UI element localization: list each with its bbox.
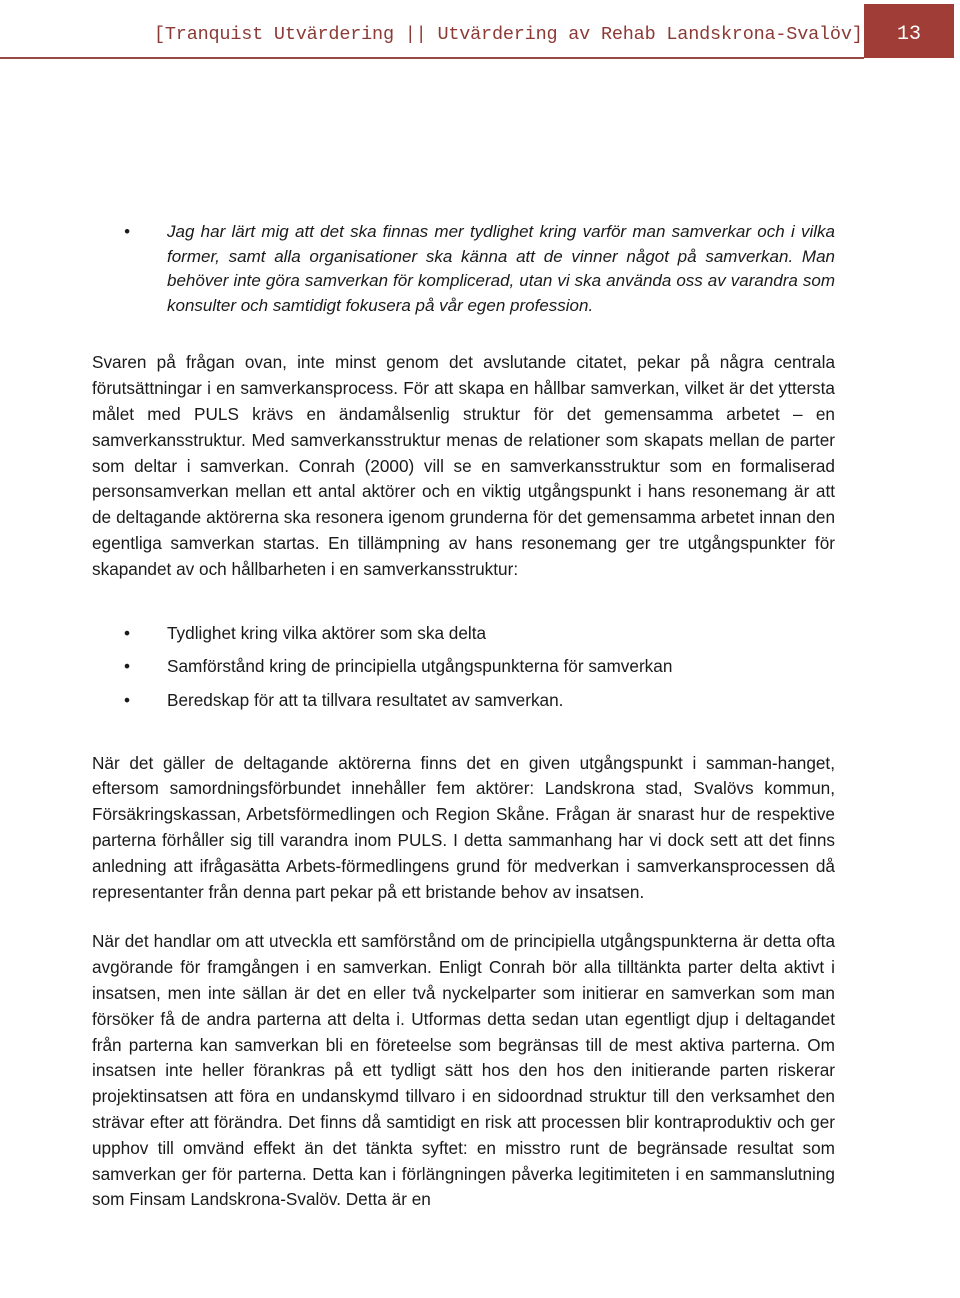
- bullet-icon: •: [124, 222, 130, 241]
- page-header: [0, 0, 960, 58]
- paragraph: När det gäller de deltagande aktörerna finns det en given utgångspunkt i samman-hanget, eftersom samordningsförbundet innehåller fem aktörer: Landskrona stad, Svalövs kommun, Försäkringskassan, Arbetsförmedlingen och Region Skåne. Frågan är snarast hur de respektive parterna förhåller sig till varandra inom PULS. I detta sammanhang har vi dock sett att det finns anledning att ifrågasätta Arbets-förmedlingens grund för medverkan i samverkansprocessen då representanter från denna part pekar på ett bristande behov av insatsen.: [92, 752, 835, 902]
- bullet-icon: •: [124, 656, 131, 677]
- paragraph: När det handlar om att utveckla ett samförstånd om de principiella utgångspunkterna är detta ofta avgörande för framgången i en samverkan. Enligt Conrah bör alla tilltänkta parter delta aktivt i insatsen, men inte sällan är det en eller två nyckelparter som initierar en samverkan som man försöker få de andra parterna att delta i. Utformas detta sedan utan egentligt djup i deltagandet från parterna kan samverkan bli en företeelse som begränsas till de mest aktiva parterna. Om insatsen inte heller förankras på ett tydligt sätt hos den hos den initierande parten riskerar projektinsatsen att föra en undanskymd tillvaro i en sidoordnad struktur till den verksamhet den strävar efter att förändra. Det finns då samtidigt en risk att processen blir kontraproduktiv och ger upphov till omvänd effekt än det tänkta syftet: en misstro runt de begränsade resultat som samverkan ger för parterna. Detta kan i förlängningen påverka legitimiteten i en sammanslutning som Finsam Landskrona-Svalöv. Detta är en: [92, 931, 835, 1210]
- page-content: [92, 220, 835, 1213]
- header-rule: [0, 57, 864, 59]
- header-title: [Tranquist Utvärdering || Utvärdering av Rehab Landskrona-Svalöv]: [154, 24, 863, 45]
- key-points-list: [92, 621, 835, 713]
- page-number-box: [864, 4, 954, 58]
- list-item: [92, 688, 835, 713]
- list-item: [92, 220, 835, 318]
- list-item-text: Tydlighet kring vilka aktörer som ska delta: [167, 622, 487, 643]
- list-item: [92, 654, 835, 679]
- list-item-text: Beredskap för att ta tillvara resultatet av samverkan.: [167, 689, 564, 710]
- quote-bullet-list: [92, 220, 835, 318]
- bullet-icon: •: [124, 689, 131, 710]
- bullet-icon: •: [124, 622, 131, 643]
- list-item-text: Samförstånd kring de principiella utgångspunkterna för samverkan: [167, 656, 673, 677]
- page-number: 13: [896, 23, 921, 46]
- list-item: [92, 621, 835, 646]
- paragraph: Svaren på frågan ovan, inte minst genom det avslutande citatet, pekar på några centrala förutsättningar i en samverkansprocess. För att skapa en hållbar samverkan, vilket är det yttersta målet med PULS krävs en ändamålsenlig struktur för det gemensamma arbetet – en samverkansstruktur. Med samverkansstruktur menas de relationer som skapats mellan de parter som deltar i samverkan. Conrah (2000) vill se en samverkansstruktur som en formaliserad personsamverkan mellan ett antal aktörer och en viktig utgångspunkt i hans resonemang är att de deltagande aktörerna ska resonera igenom grunderna för det gemensamma arbetet innan den egentliga samverkan startas. En tillämpning av hans resonemang ger tre utgångspunkter för skapandet av och hållbarheten i en samverkansstruktur:: [92, 352, 835, 579]
- quote-text: Jag har lärt mig att det ska finnas mer tydlighet kring varför man samverkar och i vilka former, samt alla organisationer ska känna att de vinner något på samverkan. Man behöver inte göra samverkan för komplicerad, utan vi ska använda oss av varandra som konsulter och samtidigt fokusera på vår egen profession.: [167, 222, 835, 315]
